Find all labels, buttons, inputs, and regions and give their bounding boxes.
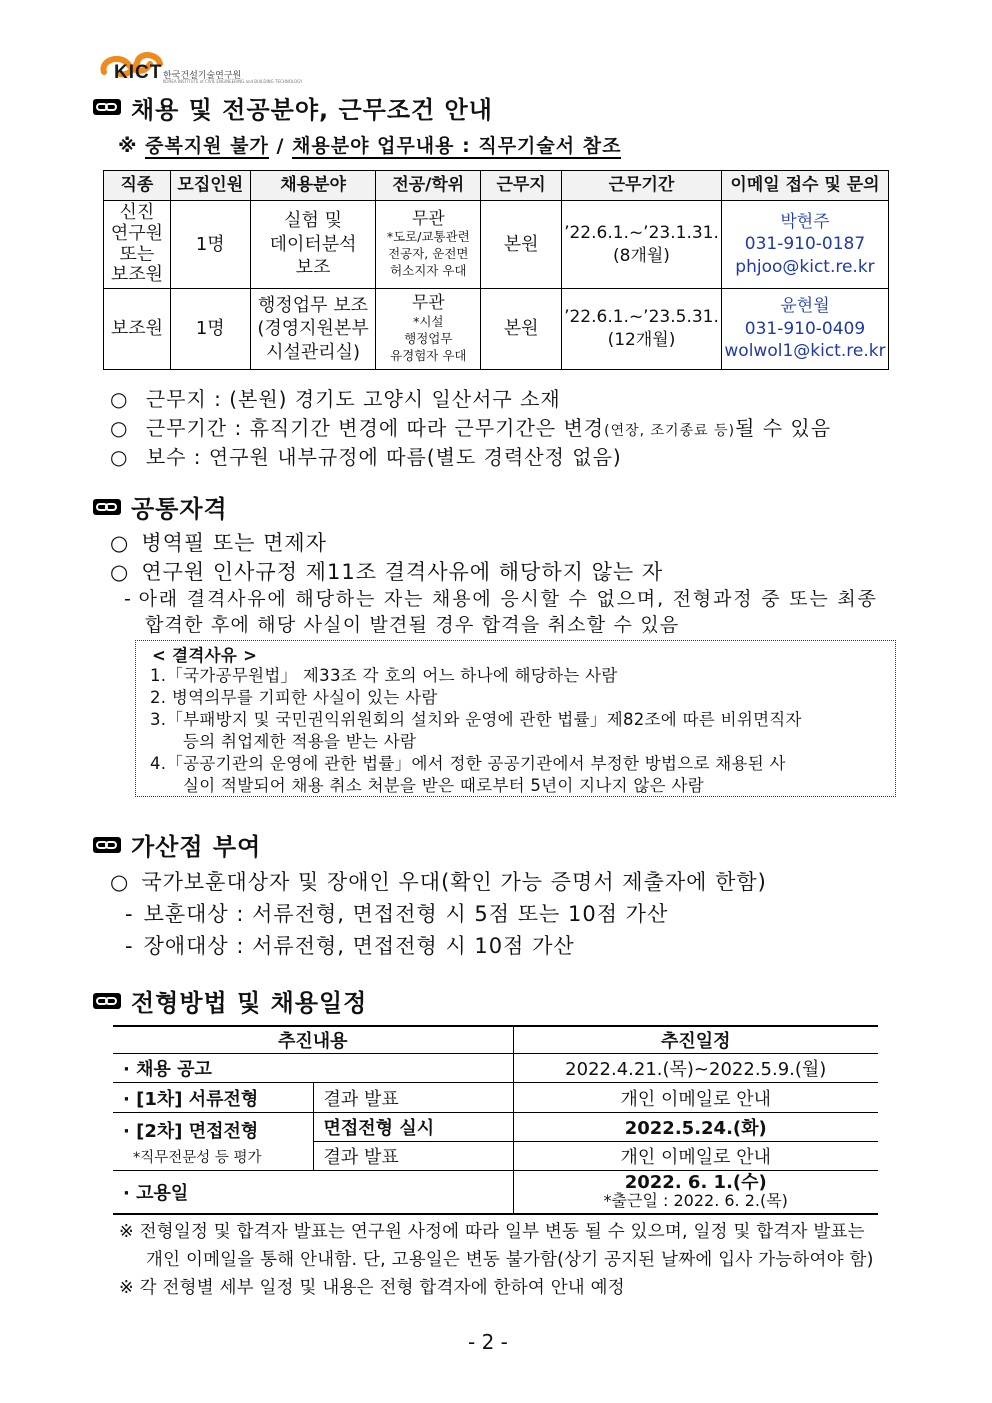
table-row	[104, 289, 889, 370]
note-no-duplicate: 중복지원 불가	[145, 135, 269, 157]
contact-email[interactable]: wolwol1@kict.re.kr	[724, 341, 886, 362]
major-note: 허소지자 우대	[390, 263, 467, 279]
schedule-date: 2022.4.21.(목)~2022.5.9.(월)	[513, 1054, 878, 1083]
section-title-schedule: 전형방법 및 채용일정	[131, 989, 368, 1017]
schedule-label: · [2차] 면접전형 *직무전문성 등 평가	[113, 1113, 313, 1171]
location-cell: 본원	[481, 289, 562, 370]
schedule-date: 2022.5.24.(화)	[513, 1113, 878, 1142]
schedule-note: 개인 이메일을 통해 안내함. 단, 고용일은 변동 불가함(상기 공지된 날짜에 입사 가능하여야 함)	[146, 1250, 874, 1270]
field-line: 보조	[295, 257, 331, 279]
page-number: - 2 -	[468, 1330, 508, 1354]
link-icon	[92, 836, 122, 854]
field-line: 행정업무 보조	[258, 294, 369, 316]
col-header: 이메일 접수 및 문의	[721, 171, 888, 201]
sub-text: 장애대상 : 서류전형, 면접전형 시 10점 가산	[143, 934, 575, 958]
field-line: (경영지원본부	[257, 318, 369, 340]
period-length: (8개월)	[613, 245, 670, 266]
bullet-text-small: (연장, 조기종료 등)	[604, 423, 736, 439]
schedule-col-header: 추진일정	[513, 1026, 878, 1054]
link-icon	[92, 992, 122, 1010]
qualification-bullet: ○ 연구원 인사규정 제11조 결격사유에 해당하지 않는 자	[110, 560, 664, 584]
bullet-location	[110, 383, 561, 412]
period-cell	[561, 201, 721, 289]
col-header: 전공/학위	[376, 171, 481, 201]
period-cell	[561, 289, 721, 370]
contact-name: 박현주	[780, 212, 830, 233]
label-text: 고용일	[136, 1183, 189, 1204]
box-item: 2. 병역의무를 기피한 사실이 있는 사람	[150, 688, 438, 707]
bullet-text: 병역필 또는 면제자	[141, 531, 327, 555]
bullet-text: 보수 : 연구원 내부규정에 따름(별도 경력산정 없음)	[145, 445, 622, 469]
box-item: 등의 취업제한 적용을 받는 사람	[183, 732, 417, 751]
bullet-mark: ○	[110, 416, 129, 440]
major-note: 전공자, 운전면	[388, 246, 469, 262]
bullet-text: 근무기간 : 휴직기간 변경에 따라 근무기간은 변경	[145, 416, 605, 440]
contact-name: 윤현월	[780, 295, 830, 316]
job-line: 또는	[119, 243, 155, 265]
schedule-row	[113, 1054, 878, 1083]
contact-phone: 031-910-0409	[744, 318, 866, 339]
field-line: 데이터분석	[269, 233, 357, 255]
contact-phone: 031-910-0187	[744, 234, 866, 255]
schedule-note: ※ 각 전형별 세부 일정 및 내용은 전형 합격자에 한하여 안내 예정	[119, 1278, 625, 1298]
schedule-header-row	[113, 1026, 878, 1054]
note-sep: /	[276, 135, 285, 157]
schedule-label: · 고용일	[113, 1171, 513, 1215]
schedule-label: · 채용 공고	[113, 1054, 513, 1083]
schedule-sub: 결과 발표	[313, 1083, 513, 1113]
label-note: *직무전문성 등 평가	[133, 1150, 262, 1166]
logo-text: KICT	[114, 62, 163, 83]
bullet-text: 연구원 인사규정 제11조 결격사유에 해당하지 않는 자	[141, 560, 664, 584]
bonus-sub: - 장애대상 : 서류전형, 면접전형 시 10점 가산	[125, 934, 575, 958]
job-cell	[104, 201, 171, 289]
table-row	[104, 201, 889, 289]
job-line: 보조원	[110, 318, 164, 340]
qualification-bullet: ○ 병역필 또는 면제자	[110, 531, 327, 555]
link-icon	[92, 98, 122, 116]
box-item: 4.「공공기관의 운영에 관한 법률」에서 정한 공공기관에서 부정한 방법으로 채용된 사	[150, 754, 786, 773]
qualification-sub-line: - 아래 결격사유에 해당하는 자는 채용에 응시할 수 없으며, 전형과정 중 또는 최종	[124, 588, 878, 610]
bullet-salary	[110, 441, 622, 470]
sub-text: 보훈대상 : 서류전형, 면접전형 시 5점 또는 10점 가산	[143, 902, 669, 926]
contact-email[interactable]: phjoo@kict.re.kr	[735, 256, 875, 277]
col-header: 모집인원	[170, 171, 250, 201]
hire-date: 2022. 6. 1.(수)	[624, 1172, 767, 1194]
section-title-bonus: 가산점 부여	[131, 833, 262, 861]
job-line: 신진	[119, 202, 155, 224]
schedule-row	[113, 1171, 878, 1215]
box-title: < 결격사유 >	[152, 646, 258, 665]
box-item: 실이 적발되어 채용 취소 처분을 받은 때로부터 5년이 지나지 않은 사람	[183, 776, 704, 795]
bullet-period	[110, 412, 831, 441]
note-mark: ※	[118, 135, 138, 157]
note-job-desc: 채용분야 업무내용 : 직무기술서 참조	[292, 135, 622, 157]
schedule-row	[113, 1083, 878, 1113]
major-note: 유경험자 우대	[390, 347, 467, 363]
bullet-text: 근무지 : (본원) 경기도 고양시 일산서구 소재	[145, 387, 561, 411]
recruitment-table	[103, 170, 889, 370]
period-range: ’22.6.1.~’23.1.31.	[564, 222, 719, 243]
sub-text: 아래 결격사유에 해당하는 자는 채용에 응시할 수 없으며, 전형과정 중 또는 최종	[138, 588, 878, 610]
table-header-row	[104, 171, 889, 201]
label-text: [1차] 서류전형	[136, 1088, 259, 1110]
col-header: 채용분야	[250, 171, 376, 201]
box-item: 1.「국가공무원법」 제33조 각 호의 어느 하나에 해당하는 사람	[150, 666, 618, 685]
label-text: 채용 공고	[136, 1059, 212, 1080]
job-line: 보조원	[110, 264, 164, 286]
bullet-mark: ○	[110, 387, 129, 411]
bonus-bullet: ○ 국가보훈대상자 및 장애인 우대(확인 가능 증명서 제출자에 한함)	[110, 870, 767, 894]
contact-cell	[721, 201, 888, 289]
field-line: 실험 및	[284, 210, 342, 232]
section-title-recruitment: 채용 및 전공분야, 근무조건 안내	[131, 96, 493, 124]
bullet-mark: ○	[110, 445, 129, 469]
logo-english: KOREA INSTITUTE of CIVIL ENGINEERING and BUILDING TECHNOLOGY	[163, 79, 303, 84]
location-cell: 본원	[481, 201, 562, 289]
schedule-table	[113, 1025, 878, 1215]
schedule-note: ※ 전형일정 및 합격자 발표는 연구원 사정에 따라 일부 변동 될 수 있으며, 일정 및 합격자 발표는	[119, 1222, 865, 1242]
major-main: 무관	[411, 293, 445, 314]
job-cell	[104, 289, 171, 370]
start-date-note: *출근일 : 2022. 6. 2.(목)	[603, 1191, 788, 1211]
count-cell: 1명	[170, 201, 250, 289]
field-cell	[250, 289, 376, 370]
major-cell	[376, 201, 481, 289]
box-item: 3.「부패방지 및 국민권익위원회의 설치와 운영에 관한 법률」제82조에 따른 비위면직자	[150, 710, 802, 729]
major-main: 무관	[411, 208, 445, 229]
qualification-sub-line: 합격한 후에 해당 사실이 발견될 경우 합격을 취소할 수 있음	[145, 614, 680, 636]
major-note: *시설	[413, 313, 444, 329]
period-length: (12개월)	[607, 330, 676, 350]
link-icon	[92, 498, 122, 516]
bonus-sub: - 보훈대상 : 서류전형, 면접전형 시 5점 또는 10점 가산	[125, 902, 669, 926]
section1-note	[118, 131, 621, 158]
contact-cell	[721, 289, 888, 370]
col-header: 직종	[104, 171, 171, 201]
schedule-col-header: 추진내용	[113, 1026, 513, 1054]
col-header: 근무지	[481, 171, 562, 201]
schedule-date: 개인 이메일로 안내	[513, 1142, 878, 1171]
label-text: [2차] 면접전형	[136, 1121, 259, 1142]
major-cell	[376, 289, 481, 370]
period-range: ’22.6.1.~’23.5.31.	[564, 307, 719, 328]
schedule-date	[513, 1171, 878, 1215]
section-title-qualifications: 공통자격	[131, 495, 228, 523]
col-header: 근무기간	[561, 171, 721, 201]
schedule-sub: 결과 발표	[313, 1142, 513, 1171]
major-note: *도로/교통관련	[386, 229, 470, 245]
field-cell	[250, 201, 376, 289]
bullet-text: 국가보훈대상자 및 장애인 우대(확인 가능 증명서 제출자에 한함)	[141, 870, 767, 894]
schedule-date: 개인 이메일로 안내	[513, 1083, 878, 1113]
schedule-row	[113, 1113, 878, 1142]
job-line: 연구원	[110, 222, 164, 244]
major-note: 행정업무	[404, 330, 453, 346]
schedule-sub: 면접전형 실시	[313, 1113, 513, 1142]
bullet-text: 될 수 있음	[735, 416, 832, 440]
schedule-label: · [1차] 서류전형	[113, 1083, 313, 1113]
field-line: 시설관리실)	[266, 341, 361, 363]
count-cell: 1명	[170, 289, 250, 370]
logo-korean: 한국건설기술연구원	[163, 71, 242, 81]
